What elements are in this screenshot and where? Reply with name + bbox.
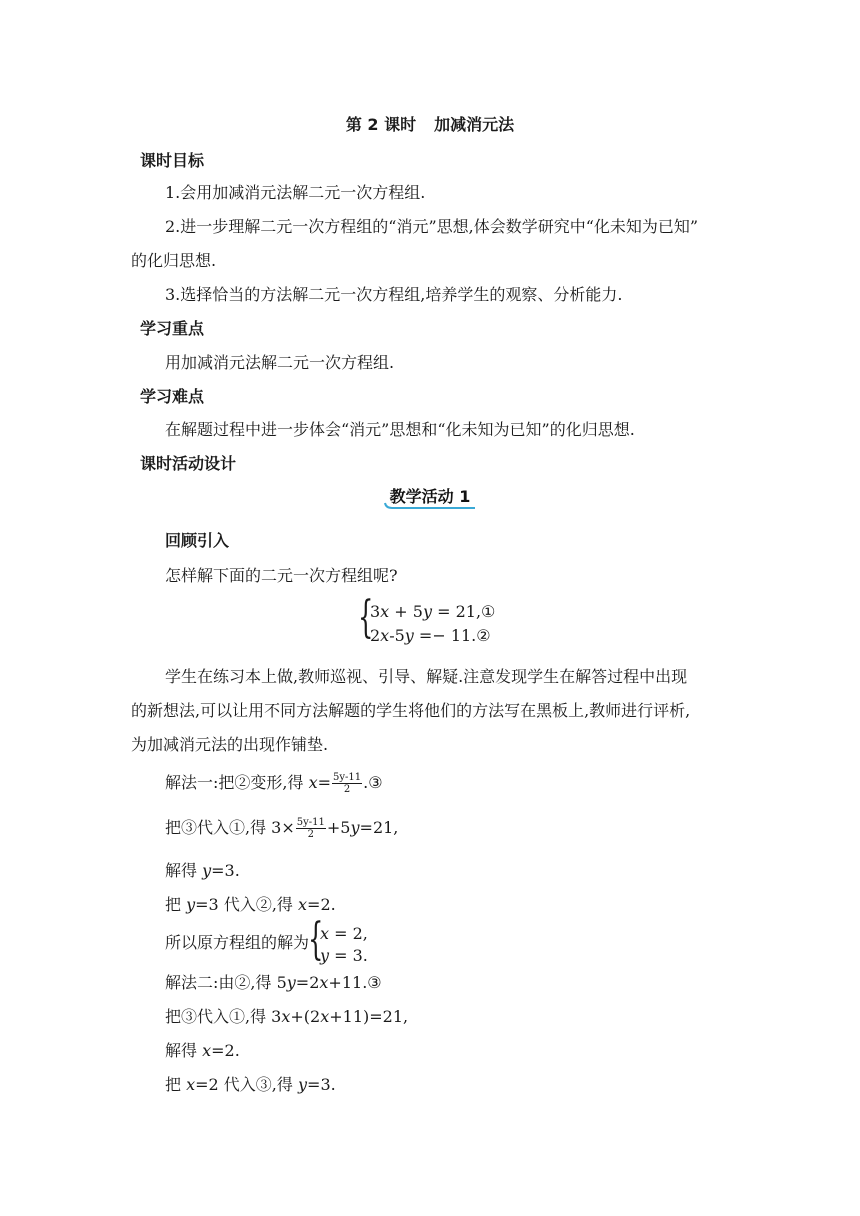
solution-y: 𝑦 = 3. bbox=[320, 946, 368, 965]
step-text: 解得 bbox=[165, 861, 203, 880]
badge-underline-icon bbox=[384, 502, 476, 512]
variable: y bbox=[350, 818, 360, 837]
objective-1: 1.会用加减消元法解二元一次方程组. bbox=[165, 183, 426, 202]
fraction-denominator: 2 bbox=[343, 784, 351, 795]
method2-step1 bbox=[165, 970, 382, 993]
lesson-number: 第 2 课时 bbox=[345, 115, 417, 134]
fraction-denominator: 2 bbox=[307, 829, 315, 840]
step-text: = bbox=[317, 773, 332, 792]
variable: x bbox=[308, 773, 318, 792]
objective-2-line2: 的化归思想. bbox=[131, 251, 217, 270]
step-text: 把③代入①,得 3× bbox=[165, 818, 295, 837]
variable: x bbox=[319, 973, 329, 992]
step-text: 解法二:由②,得 5 bbox=[165, 973, 287, 992]
key-point-text: 用加减消元法解二元一次方程组. bbox=[165, 353, 395, 372]
step-text: =3. bbox=[211, 861, 240, 880]
page-title bbox=[0, 112, 860, 135]
paragraph-line3: 为加减消元法的出现作铺垫. bbox=[131, 735, 329, 754]
step-text: =2 bbox=[295, 973, 320, 992]
equation-1: 3𝑥 + 5𝑦 = 21,① bbox=[370, 602, 496, 621]
objective-3: 3.选择恰当的方法解二元一次方程组,培养学生的观察、分析能力. bbox=[165, 285, 623, 304]
method1-step2 bbox=[165, 815, 398, 840]
method2-step3 bbox=[165, 1038, 240, 1061]
step-text: 把 bbox=[165, 1075, 187, 1094]
variable: x bbox=[186, 1075, 196, 1094]
activity-badge bbox=[384, 484, 476, 510]
method2-step4 bbox=[165, 1072, 336, 1095]
step-text: 把 bbox=[165, 895, 187, 914]
objective-2-line1: 2.进一步理解二元一次方程组的“消元”思想,体会数学研究中“化未知为已知” bbox=[165, 217, 699, 236]
step-text: 把③代入①,得 3 bbox=[165, 1007, 282, 1026]
variable: x bbox=[320, 1007, 330, 1026]
solution-x: 𝑥 = 2, bbox=[320, 924, 368, 943]
paragraph-line1: 学生在练习本上做,教师巡视、引导、解疑.注意发现学生在解答过程中出现 bbox=[165, 667, 688, 686]
step-text: =2 代入③,得 bbox=[195, 1075, 298, 1094]
step-text: 解得 bbox=[165, 1041, 203, 1060]
step-text: +(2 bbox=[290, 1007, 321, 1026]
paragraph-line2: 的新想法,可以让用不同方法解题的学生将他们的方法写在黑板上,教师进行评析, bbox=[131, 701, 691, 720]
step-text: +11)=21, bbox=[329, 1007, 409, 1026]
variable: y bbox=[297, 1075, 308, 1094]
step-text: 所以原方程组的解为 bbox=[165, 933, 310, 952]
variable: x bbox=[281, 1007, 291, 1026]
activity-badge-label: 教学活动 1 bbox=[389, 487, 471, 506]
equation-2: 2𝑥-5𝑦 =− 11.② bbox=[370, 626, 491, 645]
method1-step5 bbox=[165, 930, 309, 953]
variable: x bbox=[298, 895, 308, 914]
variable: y bbox=[186, 895, 196, 914]
fraction bbox=[296, 817, 326, 840]
step-text: +5 bbox=[326, 818, 351, 837]
variable: y bbox=[286, 973, 296, 992]
step-text: =21, bbox=[359, 818, 399, 837]
difficulty-text: 在解题过程中进一步体会“消元”思想和“化未知为已知”的化归思想. bbox=[165, 420, 635, 439]
activity-design-heading: 课时活动设计 bbox=[140, 454, 237, 473]
step-text: 解法一:把②变形,得 bbox=[165, 773, 309, 792]
fraction bbox=[332, 772, 362, 795]
step-text: =3. bbox=[307, 1075, 336, 1094]
review-subheading: 回顾引入 bbox=[165, 531, 230, 550]
method1-step4 bbox=[165, 892, 336, 915]
method1-step3 bbox=[165, 858, 240, 881]
brace-icon: { bbox=[358, 592, 374, 643]
lesson-topic: 加减消元法 bbox=[434, 115, 515, 134]
question-text: 怎样解下面的二元一次方程组呢? bbox=[165, 566, 398, 585]
method1-step1 bbox=[165, 770, 383, 795]
method2-step2 bbox=[165, 1004, 408, 1027]
variable: x bbox=[202, 1041, 212, 1060]
step-text: +11.③ bbox=[328, 973, 382, 992]
brace-icon: { bbox=[308, 914, 324, 965]
step-text: =3 代入②,得 bbox=[195, 895, 298, 914]
fraction-numerator: 5y-11 bbox=[333, 772, 362, 783]
fraction-numerator: 5y-11 bbox=[296, 817, 325, 828]
key-point-heading: 学习重点 bbox=[140, 319, 205, 338]
variable: y bbox=[202, 861, 212, 880]
step-text: =2. bbox=[211, 1041, 240, 1060]
difficulty-heading: 学习难点 bbox=[140, 387, 205, 406]
objectives-heading: 课时目标 bbox=[140, 151, 205, 170]
step-text: .③ bbox=[363, 773, 383, 792]
step-text: =2. bbox=[307, 895, 336, 914]
